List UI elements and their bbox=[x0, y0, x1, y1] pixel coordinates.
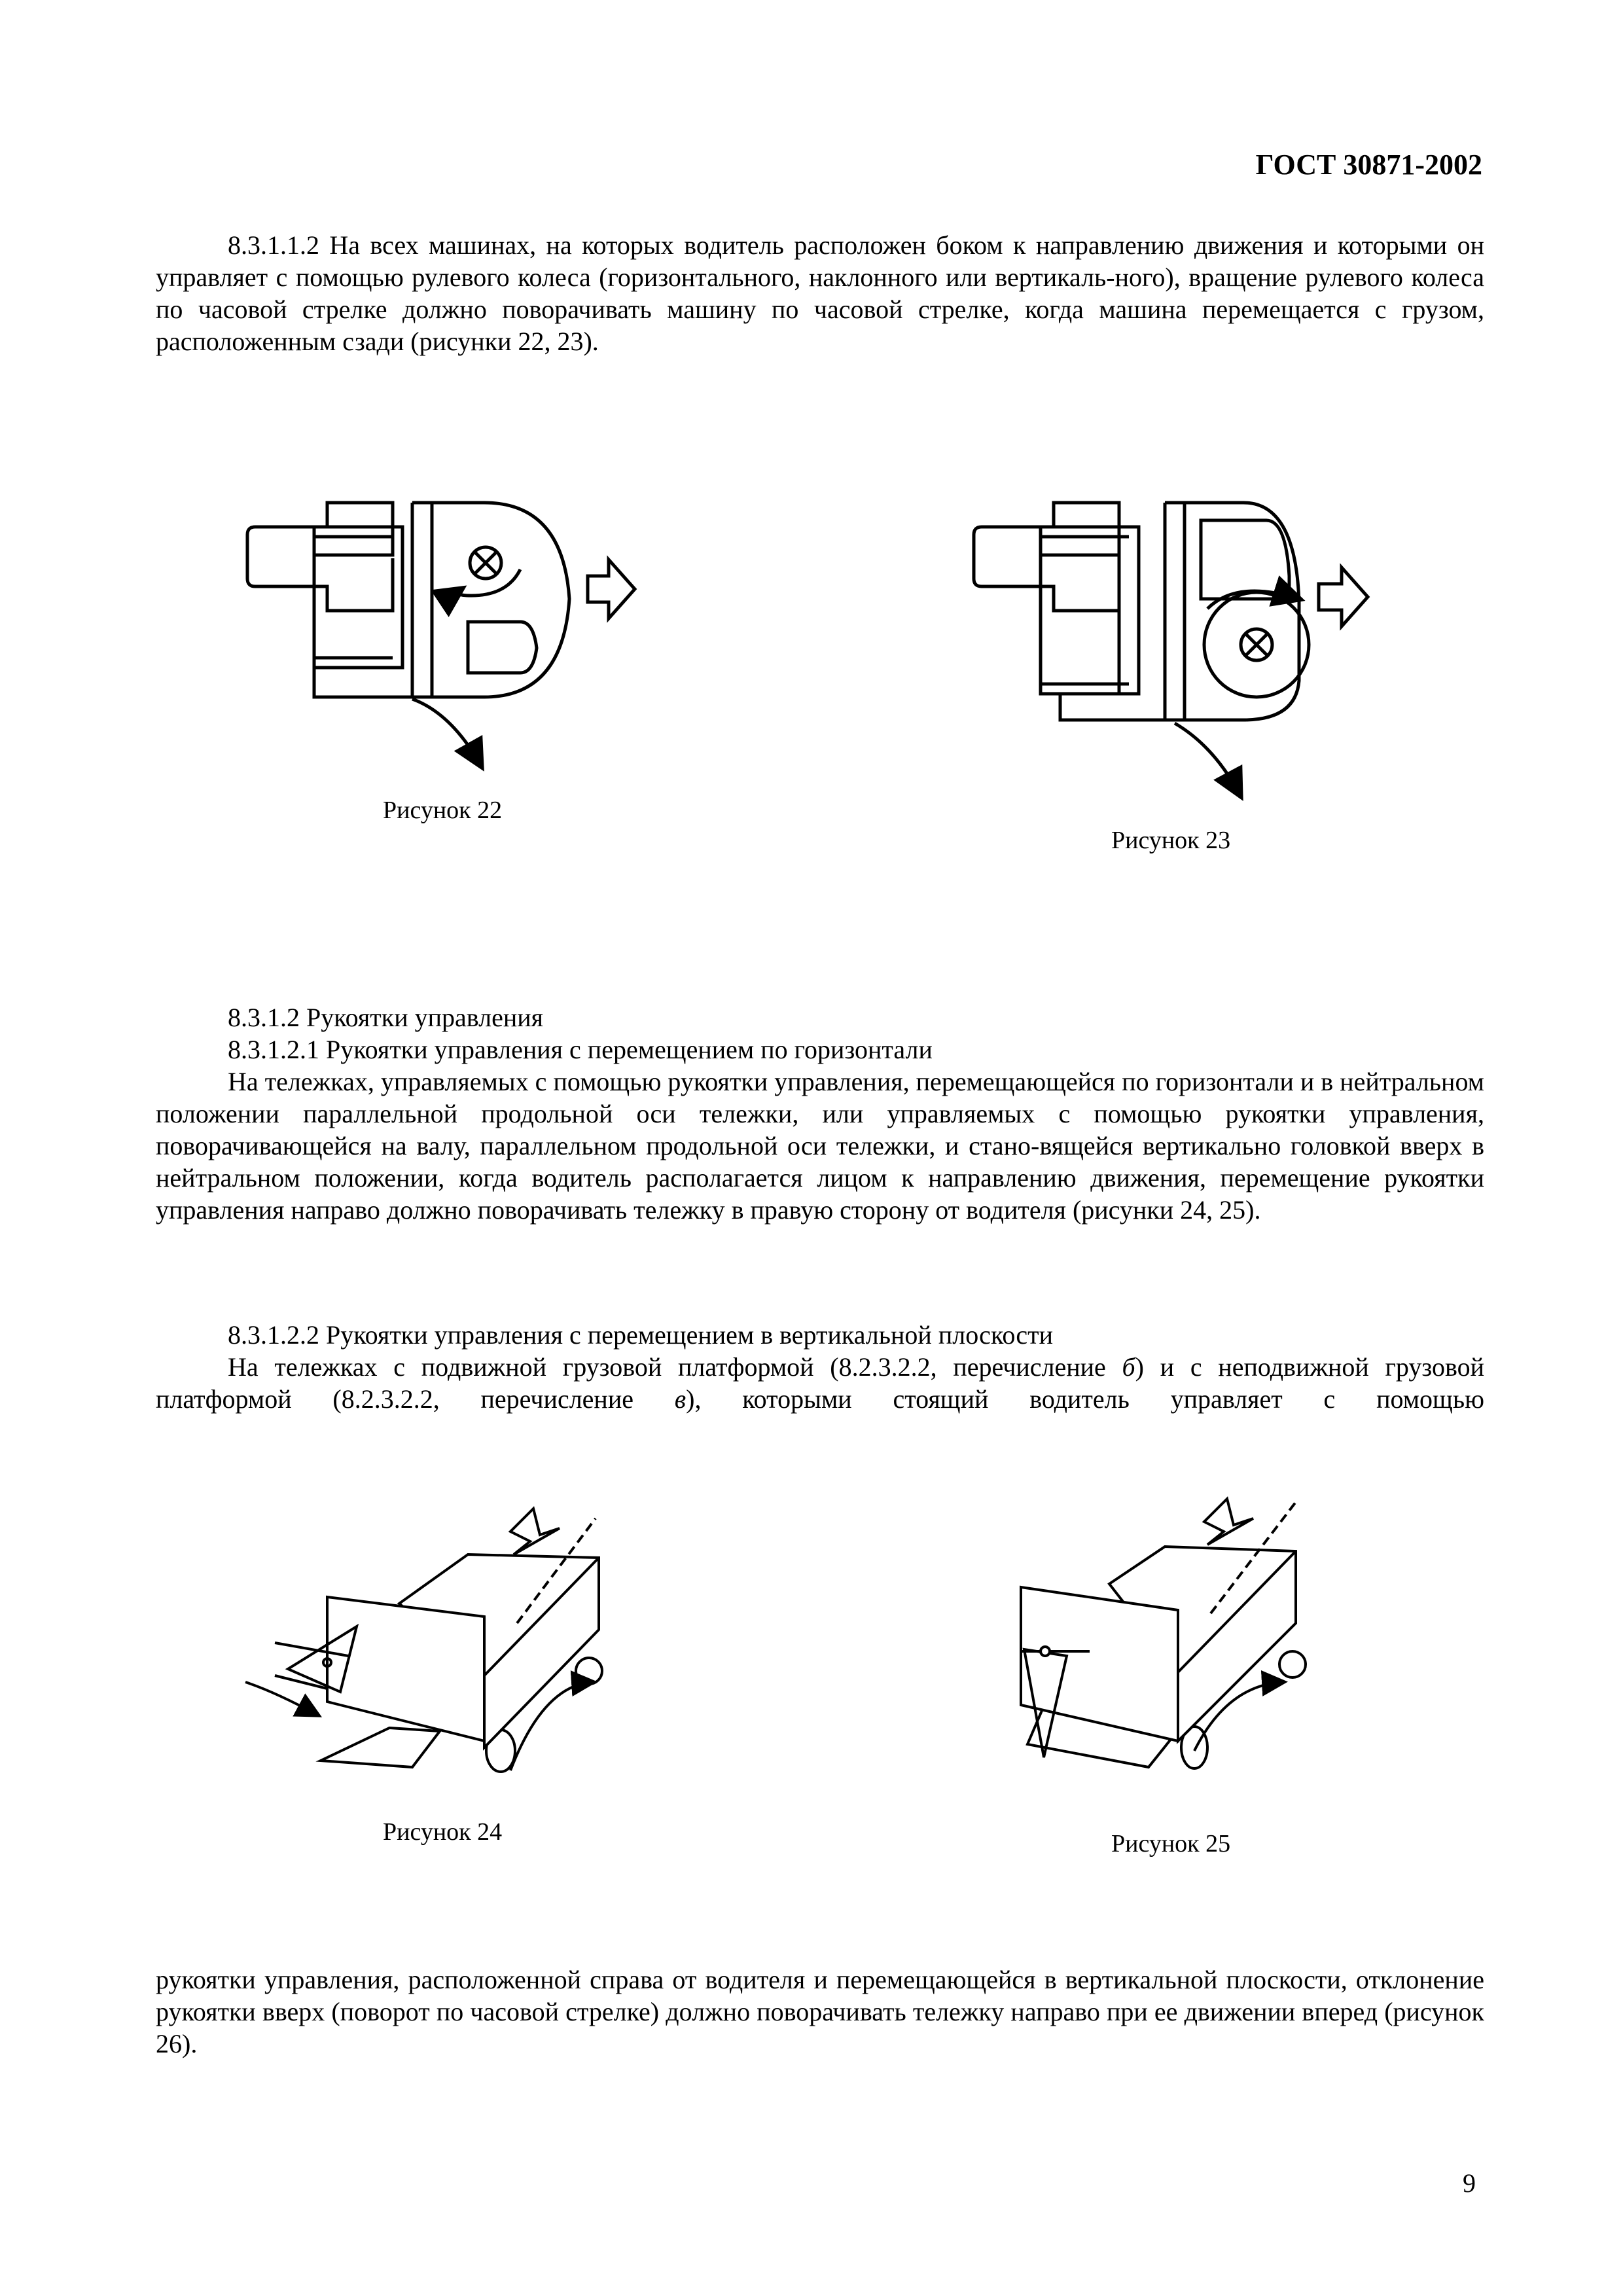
paragraph-continuation: рукоятки управления, расположенной справа от водителя и перемещающейся в вертикальной плоскости, отклонение рукоятки вверх (поворот по часовой стрелке) должно поворачивать тележку направо при ее движении вперед (рисунок 26). bbox=[156, 1965, 1484, 2058]
section-8-3-1-2-2 bbox=[156, 1319, 1484, 1415]
document-header: ГОСТ 30871-2002 bbox=[1255, 149, 1482, 181]
turn-arrow-icon bbox=[1175, 723, 1240, 795]
truck-frame bbox=[974, 503, 1119, 611]
page-number: 9 bbox=[1463, 2168, 1476, 2198]
paragraph-8-3-1-2-2: На тележках с подвижной грузовой платформой (8.2.3.2.2, перечисление б) и с неподвижной грузовой платформой (8.2.3.2.2, перечисление в), которыми стоящий водитель управляет с помощью bbox=[156, 1352, 1484, 1414]
seat-icon bbox=[1201, 520, 1289, 599]
turn-arrow-icon bbox=[412, 699, 481, 766]
direction-arrow-icon bbox=[1204, 1499, 1253, 1545]
figure-23-diagram bbox=[969, 497, 1400, 805]
direction-arrow-icon bbox=[510, 1509, 560, 1554]
heading-8-3-1-2-1: 8.3.1.2.1 Рукоятки управления с перемещением по горизонтали bbox=[228, 1035, 933, 1064]
paragraph-8-3-1-1-2: 8.3.1.1.2 На всех машинах, на которых водитель расположен боком к направлению движения и которыми он управляет с помощью рулевого колеса (горизонтального, наклонного или вертикаль-ного), вращение рулевого колеса по часовой стрелке должно поворачивать машину по часовой стрелке, когда машина перемещается с грузом, расположенным сзади (рисунки 22, 23). bbox=[156, 230, 1484, 356]
platform-plate bbox=[321, 1728, 440, 1767]
figure-22-caption: Рисунок 22 bbox=[383, 797, 503, 824]
section-8-3-1-2 bbox=[156, 1001, 1484, 1226]
figure-23-caption: Рисунок 23 bbox=[1111, 827, 1231, 854]
figure-25-caption: Рисунок 25 bbox=[1111, 1830, 1231, 1857]
rear-wheel-icon bbox=[576, 1658, 602, 1684]
operator-panel bbox=[327, 1597, 484, 1741]
figure-24-caption: Рисунок 24 bbox=[383, 1818, 503, 1846]
heading-8-3-1-2-2: 8.3.1.2.2 Рукоятки управления с перемещением в вертикальной плоскости bbox=[228, 1320, 1053, 1350]
seat-icon bbox=[468, 622, 537, 673]
paragraph-8-3-1-2-1: На тележках, управляемых с помощью рукоятки управления, перемещающейся по горизонтали и в нейтральном положении параллельной продольной оси тележки, или управляемых с помощью рукоятки управления, поворачивающейся на валу, параллельном продольной оси тележки, и стано-вящейся вертикально головкой вверх в нейтральном положении, когда водитель располагается лицом к направлению движения, перемещение рукоятки управления направо должно поворачивать тележку в правую сторону от водителя (рисунки 24, 25). bbox=[156, 1067, 1484, 1225]
figure-24-diagram bbox=[236, 1489, 700, 1790]
direction-arrow-icon bbox=[588, 560, 635, 619]
figure-22-diagram bbox=[242, 497, 661, 779]
rear-wheel-icon bbox=[1279, 1651, 1306, 1677]
figure-25-diagram bbox=[969, 1489, 1427, 1790]
truck-frame bbox=[247, 503, 393, 611]
direction-arrow-icon bbox=[1319, 567, 1368, 626]
handle-movement-arrow-icon bbox=[245, 1682, 317, 1715]
operator-panel bbox=[1021, 1587, 1178, 1741]
clockwise-arrow-icon bbox=[458, 569, 520, 596]
heading-8-3-1-2: 8.3.1.2 Рукоятки управления bbox=[228, 1003, 544, 1032]
